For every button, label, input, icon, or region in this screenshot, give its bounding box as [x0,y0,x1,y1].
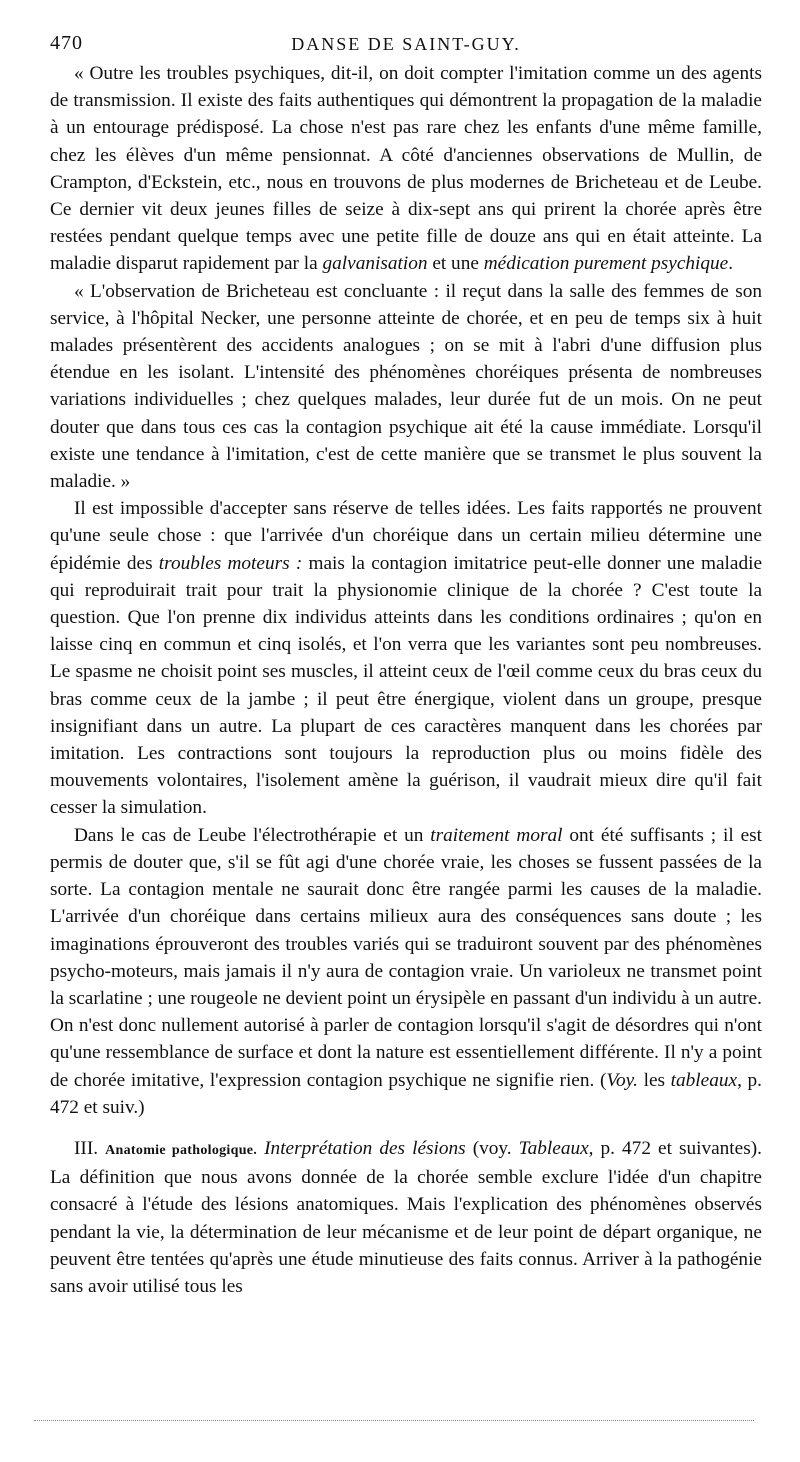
paragraph-text: « Outre les troubles psychiques, dit-il, on doit compter l'imitation comme un des agents de transmission. Il existe des faits authentiques qui démontrent la propagation de la maladie à un entourage prédisposé. La chose n'est pas rare chez les enfants d'une même famille, chez les élèves d'un même pensionnat. A côté d'anciennes observations de Mullin, de Crampton, d'Eckstein, etc., nous en trouvons de plus modernes de Bricheteau et de Leube. Ce dernier vit deux jeunes filles de seize à dix-sept ans qui prirent la chorée après être restées pendant quelque temps avec une petite fille de douze ans qui en était atteinte. La maladie disparut rapidement par la [50,63,762,275]
paragraph-text: « L'observation de Bricheteau est concluante : il reçut dans la salle des femmes de son service, à l'hôpital Necker, une personne atteinte de chorée, et en peu de temps six à huit malades présentèrent des accidents analogues ; on se mit à l'abri d'une diffusion plus étendue en les isolant. L'intensité des phénomènes choréiques présenta de nombreuses variations individuelles ; chez quelques malades, leur durée fut de un mois. On ne peut douter que dans tous ces cas la contagion psychique ait été la cause immédiate. Lorsqu'il existe une tendance à l'imitation, c'est de cette manière que se transmet le plus souvent la maladie. » [50,280,762,493]
paragraph-text: ont été suffisants ; il est permis de douter que, s'il se fût agi d'une chorée vraie, les choses se fussent passées de la sorte. La contagion mentale ne saurait donc être rangée parmi les causes de la maladie. L'arrivée d'un choréique dans certains milieux aura des conséquences sans doute ; les imaginations éprouveront des troubles variés qui se traduiront souvent par des phénomènes psycho-moteurs, mais jamais il n'y aura de contagion vraie. Un varioleux ne transmet point la scarlatine ; une rougeole ne devient point un érysipèle en passant d'un individu à un autre. On n'est donc nullement autorisé à parler de contagion lorsqu'il s'agit de désordres qui n'ont qu'une ressemblance de surface et dont la nature est essentiellement différente. Il n'y a point de chorée imitative, l'expression contagion psychique ne signifie rien. ( [50,824,762,1091]
page-header [50,30,762,60]
book-page [50,30,762,1300]
italic-term: tableaux [670,1069,738,1091]
section-text: (voy. [465,1137,519,1159]
paragraph-text: Il est impossible d'accepter sans réserve de telles idées. Les faits rapportés ne prouvent qu'une seule chose : que l'arrivée d'un choréique dans un certain milieu détermine une épidémie des [50,498,762,574]
italic-term: galvanisation [322,253,428,275]
paragraph-quote-imitation [50,60,762,278]
section-title: Interprétation des lésions [264,1137,466,1159]
italic-term: Voy. [606,1069,638,1091]
paragraph-text: et une [427,253,484,275]
paragraph-text: Dans le cas de Leube l'électrothérapie et un [74,824,431,846]
paragraph-leube [50,822,762,1121]
italic-term: traitement moral [430,824,563,846]
section-number: III. [74,1137,99,1159]
paragraph-critique [50,495,762,821]
paragraph-text: les [637,1069,671,1091]
section-text: , p. 472 et suivantes). La définition que nous avons donnée de la chorée semble exclure l'idée d'un chapitre consacré à l'étude des lésions anatomiques. Mais l'explication des phénomènes observés pendant la vie, la détermination de leur mécanisme et de leur point de départ organique, ne peuvent être tentées qu'après une étude minutieuse des faits connus. Arriver à la pathogénie sans avoir utilisé tous les [50,1137,762,1297]
paragraph-text: mais la contagion imitatrice peut-elle donner une maladie qui reproduirait trait pour trait la physionomie clinique de la chorée ? C'est toute la question. Que l'on prenne dix individus atteints dans les conditions ordinaires ; qu'on en laisse cinq en commun et cinq isolés, et l'on verra que les variantes sont peu nombreuses. Le spasme ne choisit point ses muscles, il atteint ceux de l'œil comme ceux du bras ceux du bras comme ceux de la jambe ; il peut être énergique, violent dans un groupe, presque insignifiant dans un autre. La plupart de ces caractères manquent dans les chorées par imitation. Les contractions sont toujours la reproduction plus ou moins fidèle des mouvements volontaires, l'isolement amène la guérison, il vaudrait mieux dire qu'il fait cesser la simulation. [50,552,762,819]
section-anatomie-pathologique [50,1135,762,1300]
running-title: DANSE DE SAINT-GUY. [291,34,521,54]
page-number: 470 [50,32,83,54]
paragraph-text: , p. 472 et suiv.) [50,1069,762,1118]
italic-term: médication purement psychique [483,253,729,275]
paragraph-quote-bricheteau [50,278,762,496]
section-label: Anatomie pathologique. [105,1142,258,1158]
italic-term: troubles moteurs : [158,552,303,574]
italic-term: Tableaux [518,1137,589,1159]
bottom-dotted-rule [34,1420,754,1421]
paragraph-text: . [728,253,734,275]
